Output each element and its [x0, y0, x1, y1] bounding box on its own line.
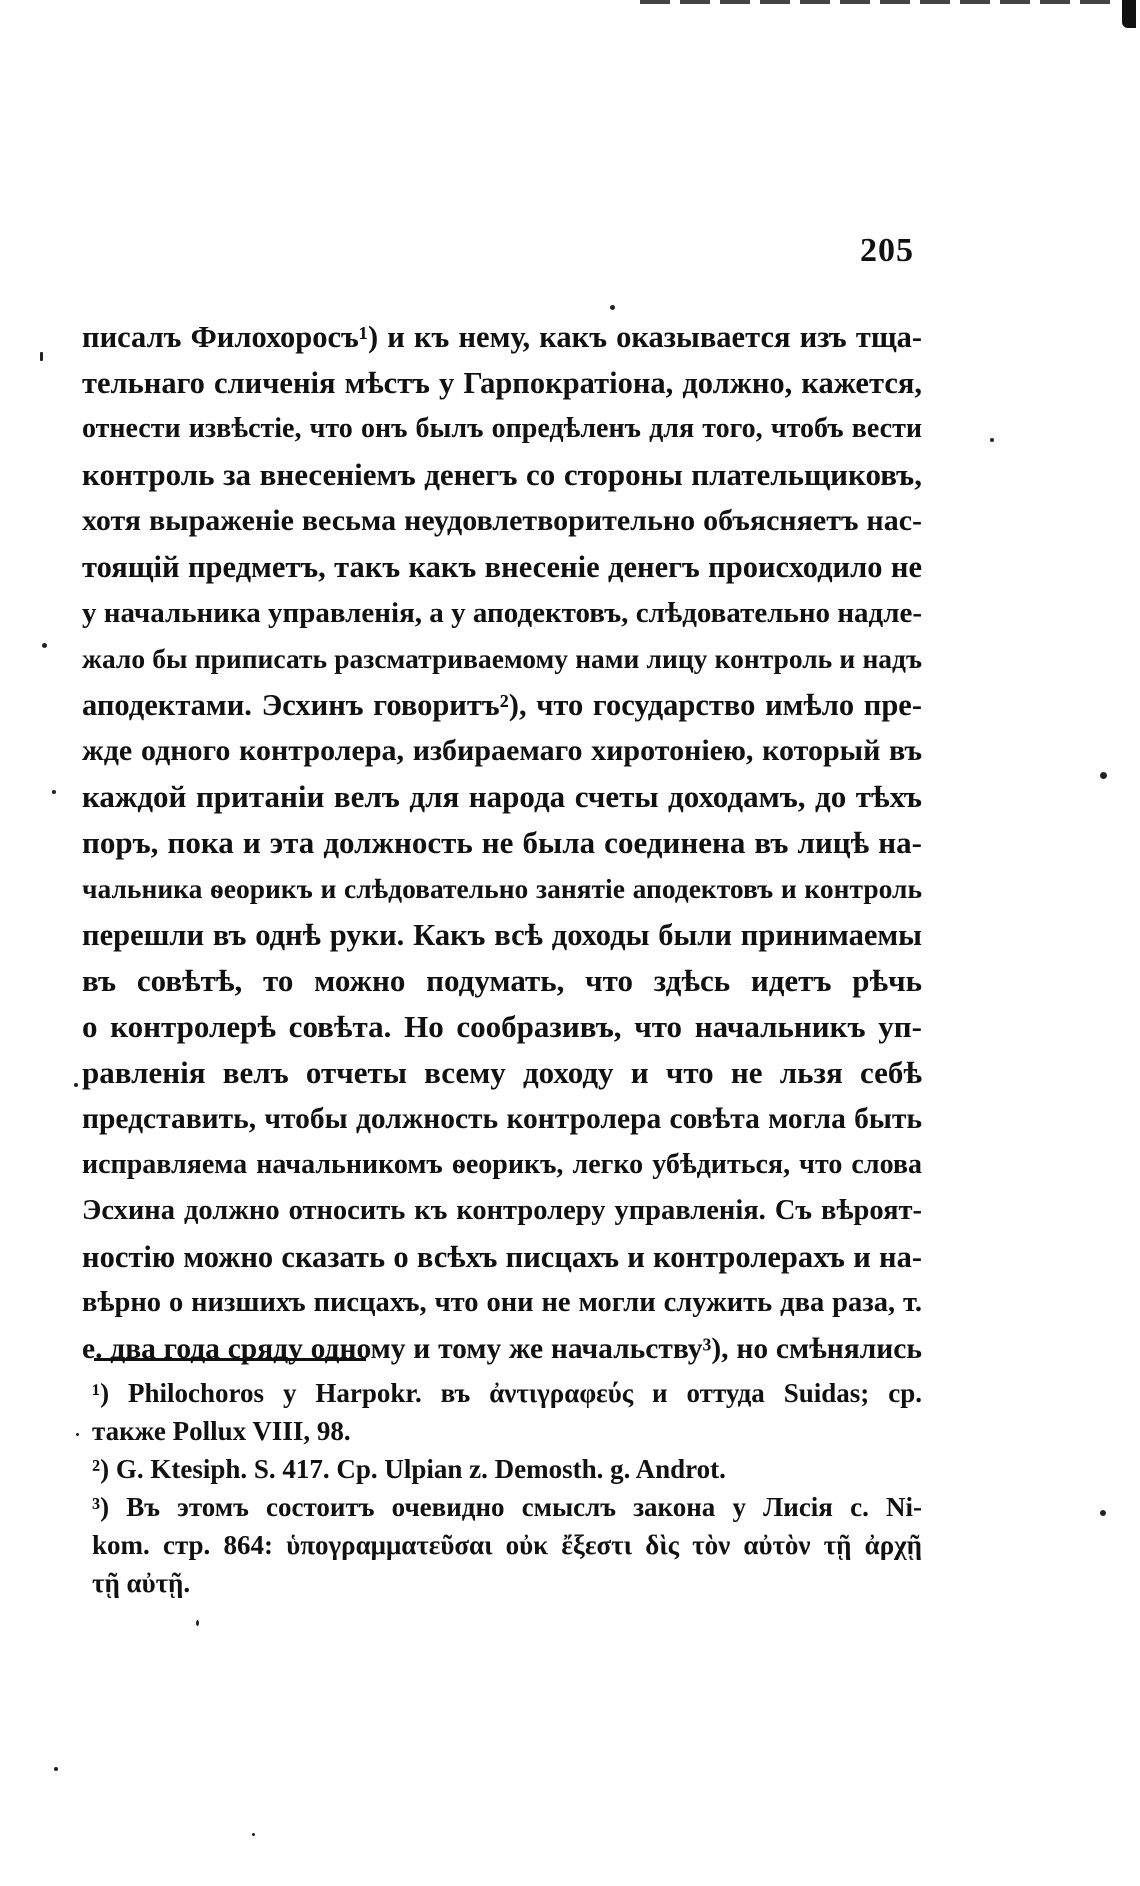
- page-number: 205: [860, 232, 914, 269]
- top-edge-rule: [640, 0, 1120, 4]
- text-line: отнести извѣстіе, что онъ былъ опредѣленъ для того, чтобъ вести: [82, 413, 922, 444]
- scan-speck: [42, 643, 47, 648]
- footnote-3-line-1: ³) Въ этомъ состоитъ очевидно смыслъ закона у Лисія c. Ni-: [92, 1492, 922, 1522]
- text-line: въ совѣтѣ, то можно подумать, что здѣсь идетъ рѣчь: [82, 963, 922, 998]
- text-line: чальника ѳеорикъ и слѣдовательно занятіе аподектовъ и контроль: [82, 873, 922, 904]
- footnote-3-line-3: τῇ αὐτῇ.: [92, 1568, 191, 1598]
- text-line: тоящій предметъ, такъ какъ внесеніе денегъ происходило не: [82, 550, 922, 584]
- scan-speck: [74, 1083, 78, 1087]
- text-line: перешли въ однѣ руки. Какъ всѣ доходы были принимаемы: [82, 918, 922, 952]
- text-line: о контролерѣ совѣта. Но сообразивъ, что начальникъ уп-: [82, 1009, 922, 1044]
- footnote-rule: [94, 1358, 366, 1361]
- scan-speck: [1100, 1510, 1106, 1516]
- scan-speck: [40, 352, 43, 361]
- footnote-3-line-2: kom. стр. 864: ὑπογραμματεῦσαι οὐκ ἔξεστι δὶς τὸν αὐτὸν τῇ ἀρχῇ: [92, 1530, 922, 1560]
- text-line: ностію можно сказать о всѣхъ писцахъ и контролерахъ и на-: [82, 1240, 922, 1274]
- text-line: хотя выраженіе весьма неудовлетворительно объясняетъ нас-: [82, 504, 922, 537]
- text-line: исправляема начальникомъ ѳеорикъ, легко убѣдиться, что слова: [82, 1149, 922, 1180]
- text-line: представить, чтобы должность контролера совѣта могла быть: [82, 1103, 922, 1135]
- text-line: поръ, пока и эта должность не была соединена въ лицѣ на-: [82, 825, 922, 860]
- scan-speck: [76, 1433, 79, 1436]
- scan-speck: [54, 1767, 58, 1771]
- text-line: у начальника управленія, а у аподектовъ, слѣдовательно надле-: [82, 597, 922, 629]
- scan-speck: [252, 1833, 255, 1836]
- text-line: вѣрно о низшихъ писцахъ, что они не могли служить два раза, т.: [82, 1287, 922, 1318]
- body-text: [82, 314, 922, 1372]
- footnote-1-line-1: ¹) Philochoros y Harpokr. въ ἀντιγραφεύς и оттуда Suidas; cp.: [92, 1378, 922, 1408]
- footnote-2-line-1: ²) G. Ktesiph. S. 417. Cp. Ulpian z. Demosth. g. Androt.: [92, 1454, 726, 1484]
- text-line: писалъ Филохоросъ¹) и къ нему, какъ оказывается изъ тща-: [82, 320, 922, 354]
- text-line: аподектами. Эсхинъ говоритъ²), что государство имѣло пре-: [82, 688, 922, 722]
- scan-speck: [990, 438, 994, 442]
- scan-speck: [610, 305, 615, 310]
- text-line: жде одного контролера, избираемаго хиротоніею, который въ: [82, 734, 922, 767]
- text-line: контроль за внесеніемъ денегъ со стороны плательщиковъ,: [82, 457, 922, 492]
- corner-mark: [1122, 0, 1136, 28]
- text-line: равленія велъ отчеты всему доходу и что не льзя себѣ: [82, 1055, 922, 1090]
- text-line: каждой пританіи велъ для народа счеты доходамъ, до тѣхъ: [82, 779, 922, 814]
- scan-speck: [1100, 772, 1107, 779]
- footnote-1-line-2: также Pollux VIII, 98.: [92, 1416, 351, 1446]
- text-line: тельнаго сличенія мѣстъ у Гарпократіона, должно, кажется,: [82, 366, 922, 400]
- scan-speck: [196, 1620, 199, 1626]
- text-line: е. два года сряду одному и тому же начальству³), но смѣнялись: [82, 1333, 922, 1365]
- scan-speck: [52, 790, 56, 794]
- text-line: Эсхина должно относить къ контролеру управленія. Съ вѣроят-: [82, 1195, 922, 1226]
- text-line: жало бы приписать разсматриваемому нами лицу контроль и надъ: [82, 643, 922, 674]
- footnotes: [92, 1374, 922, 1602]
